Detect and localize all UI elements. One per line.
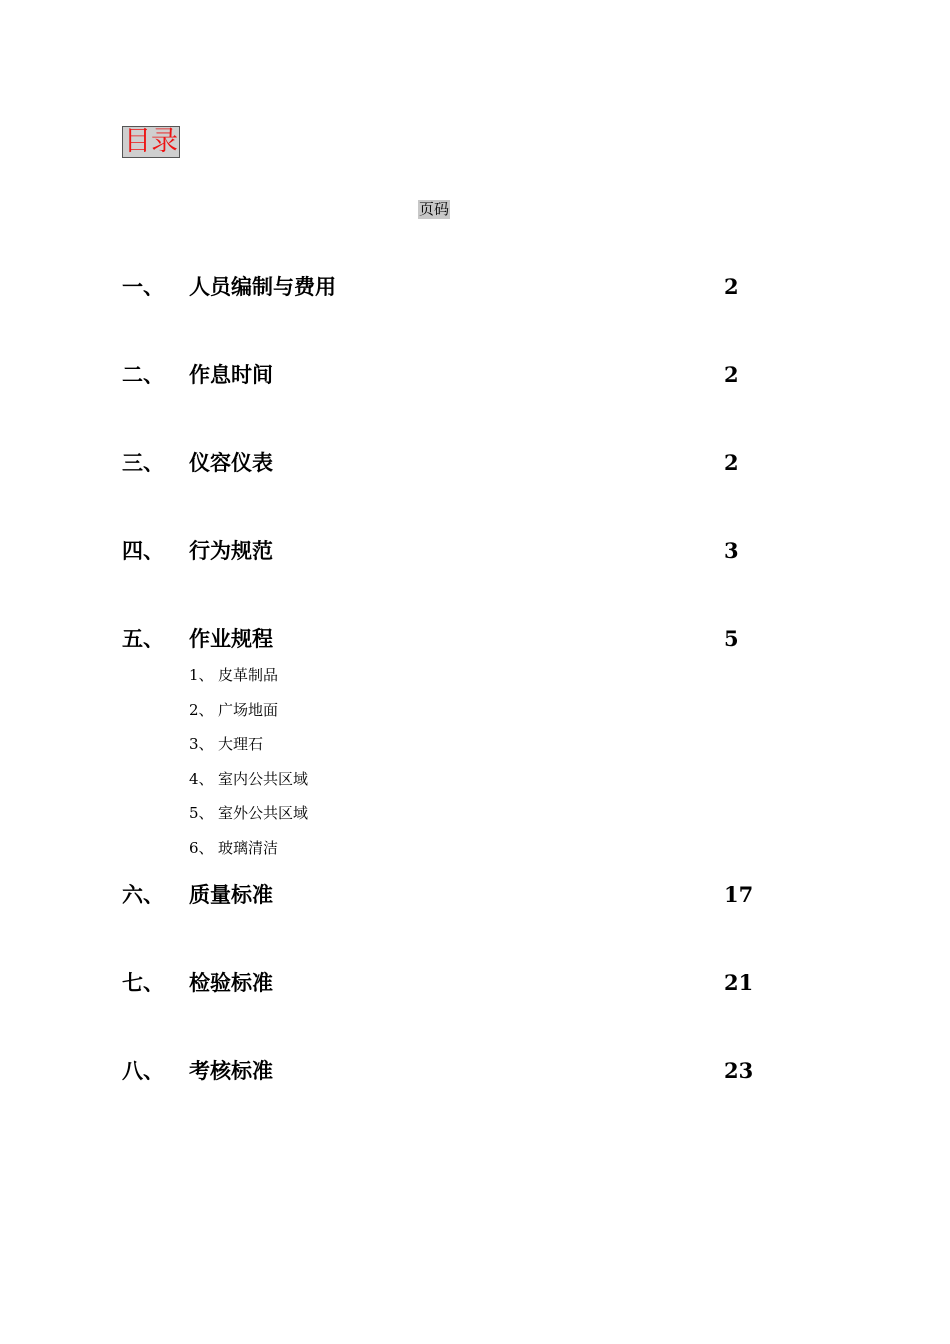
sub-item-number: 2、 bbox=[189, 700, 214, 719]
toc-sub-item[interactable] bbox=[189, 767, 308, 802]
toc-entry-5[interactable] bbox=[0, 624, 950, 654]
entry-page-number: 2 bbox=[724, 274, 739, 299]
sub-item-number: 3、 bbox=[189, 735, 214, 753]
entry-label: 作息时间 bbox=[189, 363, 273, 387]
toc-entry-7[interactable] bbox=[0, 968, 950, 998]
toc-entry-2[interactable] bbox=[0, 360, 950, 390]
sub-item-label: 广场地面 bbox=[218, 700, 279, 719]
entry-label: 检验标准 bbox=[189, 971, 273, 995]
toc-sub-item[interactable] bbox=[189, 732, 308, 767]
toc-entry-3[interactable] bbox=[0, 448, 950, 478]
entry-label: 质量标准 bbox=[189, 883, 273, 907]
entry-number: 八、 bbox=[122, 1059, 164, 1083]
entry-label: 考核标准 bbox=[189, 1059, 273, 1083]
entry-label: 人员编制与费用 bbox=[189, 275, 336, 299]
entry-label: 作业规程 bbox=[189, 627, 273, 651]
entry-page-number: 3 bbox=[724, 538, 739, 563]
entry-page-number: 23 bbox=[724, 1058, 754, 1083]
entry-number: 五、 bbox=[122, 627, 164, 651]
toc-entry-4[interactable] bbox=[0, 536, 950, 566]
toc-entry-6[interactable] bbox=[0, 880, 950, 910]
entry-label: 仪容仪表 bbox=[189, 451, 273, 475]
sub-item-number: 1、 bbox=[189, 666, 214, 684]
toc-sub-item[interactable] bbox=[189, 801, 308, 836]
entry-page-number: 2 bbox=[724, 450, 739, 475]
toc-sub-list bbox=[189, 663, 308, 870]
sub-item-number: 5、 bbox=[189, 804, 214, 822]
entry-number: 七、 bbox=[122, 971, 164, 995]
sub-item-number: 4、 bbox=[189, 769, 214, 788]
entry-page-number: 17 bbox=[724, 882, 754, 907]
entry-page-number: 21 bbox=[724, 970, 754, 995]
toc-entry-1[interactable] bbox=[0, 272, 950, 302]
entry-number: 三、 bbox=[122, 451, 164, 475]
page-column-header: 页码 bbox=[419, 200, 450, 218]
sub-item-label: 室内公共区域 bbox=[218, 769, 309, 788]
entry-page-number: 5 bbox=[724, 626, 739, 651]
sub-item-label: 玻璃清洁 bbox=[218, 838, 279, 857]
sub-item-label: 室外公共区域 bbox=[218, 804, 309, 822]
toc-entry-8[interactable] bbox=[0, 1056, 950, 1086]
entry-number: 六、 bbox=[122, 883, 164, 907]
toc-title: 目录 bbox=[124, 126, 178, 157]
toc-sub-item[interactable] bbox=[189, 663, 308, 698]
entry-page-number: 2 bbox=[724, 362, 739, 387]
toc-sub-item[interactable] bbox=[189, 698, 308, 733]
entry-label: 行为规范 bbox=[189, 539, 273, 563]
sub-item-number: 6、 bbox=[189, 838, 214, 857]
sub-item-label: 大理石 bbox=[218, 735, 264, 753]
entry-number: 一、 bbox=[122, 275, 164, 299]
entry-number: 四、 bbox=[122, 539, 164, 563]
entry-number: 二、 bbox=[122, 363, 164, 387]
sub-item-label: 皮革制品 bbox=[218, 666, 279, 684]
toc-sub-item[interactable] bbox=[189, 836, 308, 871]
